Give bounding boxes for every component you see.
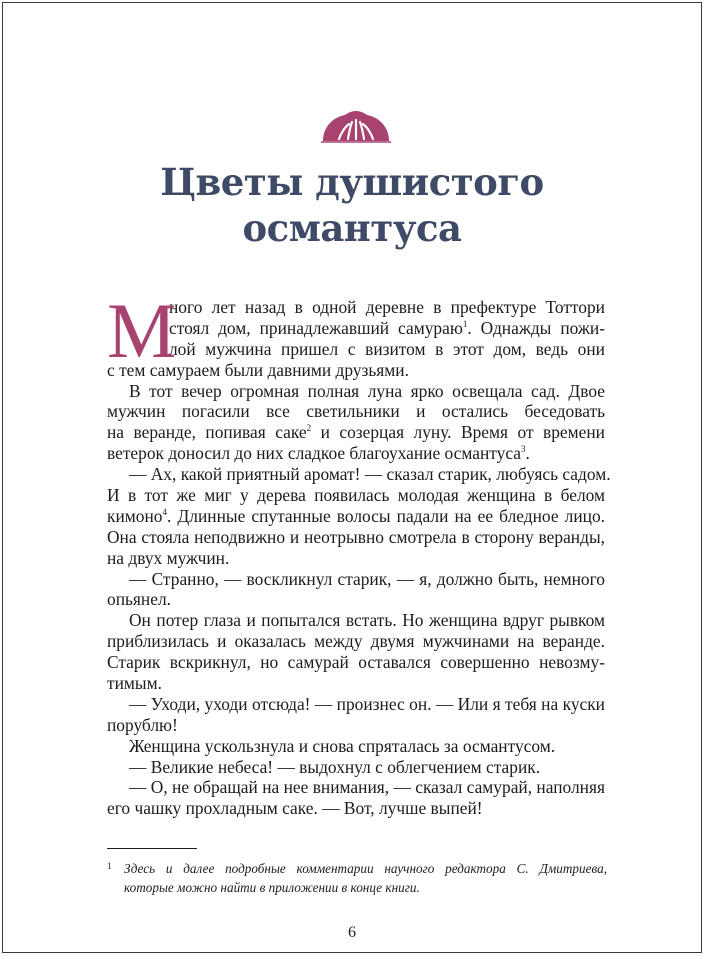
text-line: — Уходи, уходи отсюда! — произнес он. — Или я тебя на куски (129, 693, 605, 714)
footnote-line: которые можно найти в приложении в конце книги. (124, 880, 420, 895)
text-line: приблизилась и оказалась между двумя мужчинами на веранде. (107, 631, 605, 652)
footnote-ref: 2 (306, 423, 312, 434)
text-line: его чашку прохладным саке. — Вот, лучше выпей! (107, 798, 483, 819)
text-line: кимоно$^4$. Длинные спутанные волосы падали на ее бледное лицо. (107, 505, 605, 526)
text-line: тимым. (107, 673, 162, 694)
page-number: 6 (348, 924, 356, 941)
footnote-line: Здесь и далее подробные комментарии научного редактора С. Дмитриева, (124, 861, 607, 876)
story-text (107, 287, 611, 819)
text-line: Женщина ускользнула и снова спряталась за османтусом. (129, 735, 556, 756)
text-line: Старик вскрикнул, но самурай оставался совершенно невозму- (107, 652, 605, 673)
footnote-ref: 1 (462, 319, 468, 330)
text-line: И в тот же миг у дерева появилась молодая женщина в белом (107, 485, 605, 506)
footnote-number: 1 (107, 861, 112, 871)
text-line: В тот вечер огромная полная луна ярко освещала сад. Двое (129, 380, 605, 401)
text-line: с тем самураем были давними друзьями. (107, 359, 409, 380)
text-line: порублю! (107, 714, 178, 735)
text-line: — Ах, какой приятный аромат! — сказал старик, любуясь садом. (129, 464, 611, 485)
text-line: ветерок доносил до них сладкое благоухание османтуса$^3$. (107, 443, 530, 464)
text-line: на двух мужчин. (107, 547, 230, 568)
text-line: — Странно, — воскликнул старик, — я, должно быть, немного (129, 568, 605, 589)
footnote-ref: 4 (162, 507, 167, 518)
text-line: Он потер глаза и попытался встать. Но женщина вдруг рывком (129, 610, 605, 631)
text-line: — О, не обращай на нее внимания, — сказал самурай, наполняя (129, 777, 605, 798)
footnote (107, 859, 607, 897)
drop-cap: М (107, 287, 177, 374)
text-line: лой мужчина пришел с визитом в этот дом, ведь они (169, 338, 605, 359)
text-line: Она стояла неподвижно и неотрывно смотрела в сторону веранды, (107, 526, 605, 547)
chapter-title-line-2: османтуса (242, 206, 462, 250)
text-line: стоял дом, принадлежавший самураю$^1$. Однажды пожи- (169, 317, 605, 338)
text-line: — Великие небеса! — выдохнул с облегчением старик. (129, 756, 541, 777)
book-page (2, 2, 702, 953)
text-line: на веранде, попивая саке$^2$ и созерцая луну. Время от времени (107, 422, 605, 443)
chapter-title-line-1: Цветы душистого (160, 160, 544, 204)
footnote-ref: 3 (521, 444, 526, 455)
text-line: мужчин погасили все светильники и остались беседовать (107, 401, 605, 422)
chapter-title (3, 159, 701, 251)
text-line: опьянел. (107, 589, 171, 610)
lotus-ornament-icon (321, 109, 391, 143)
footnote-divider (107, 848, 197, 849)
text-line: ного лет назад в одной деревне в префектуре Тоттори (169, 297, 605, 317)
